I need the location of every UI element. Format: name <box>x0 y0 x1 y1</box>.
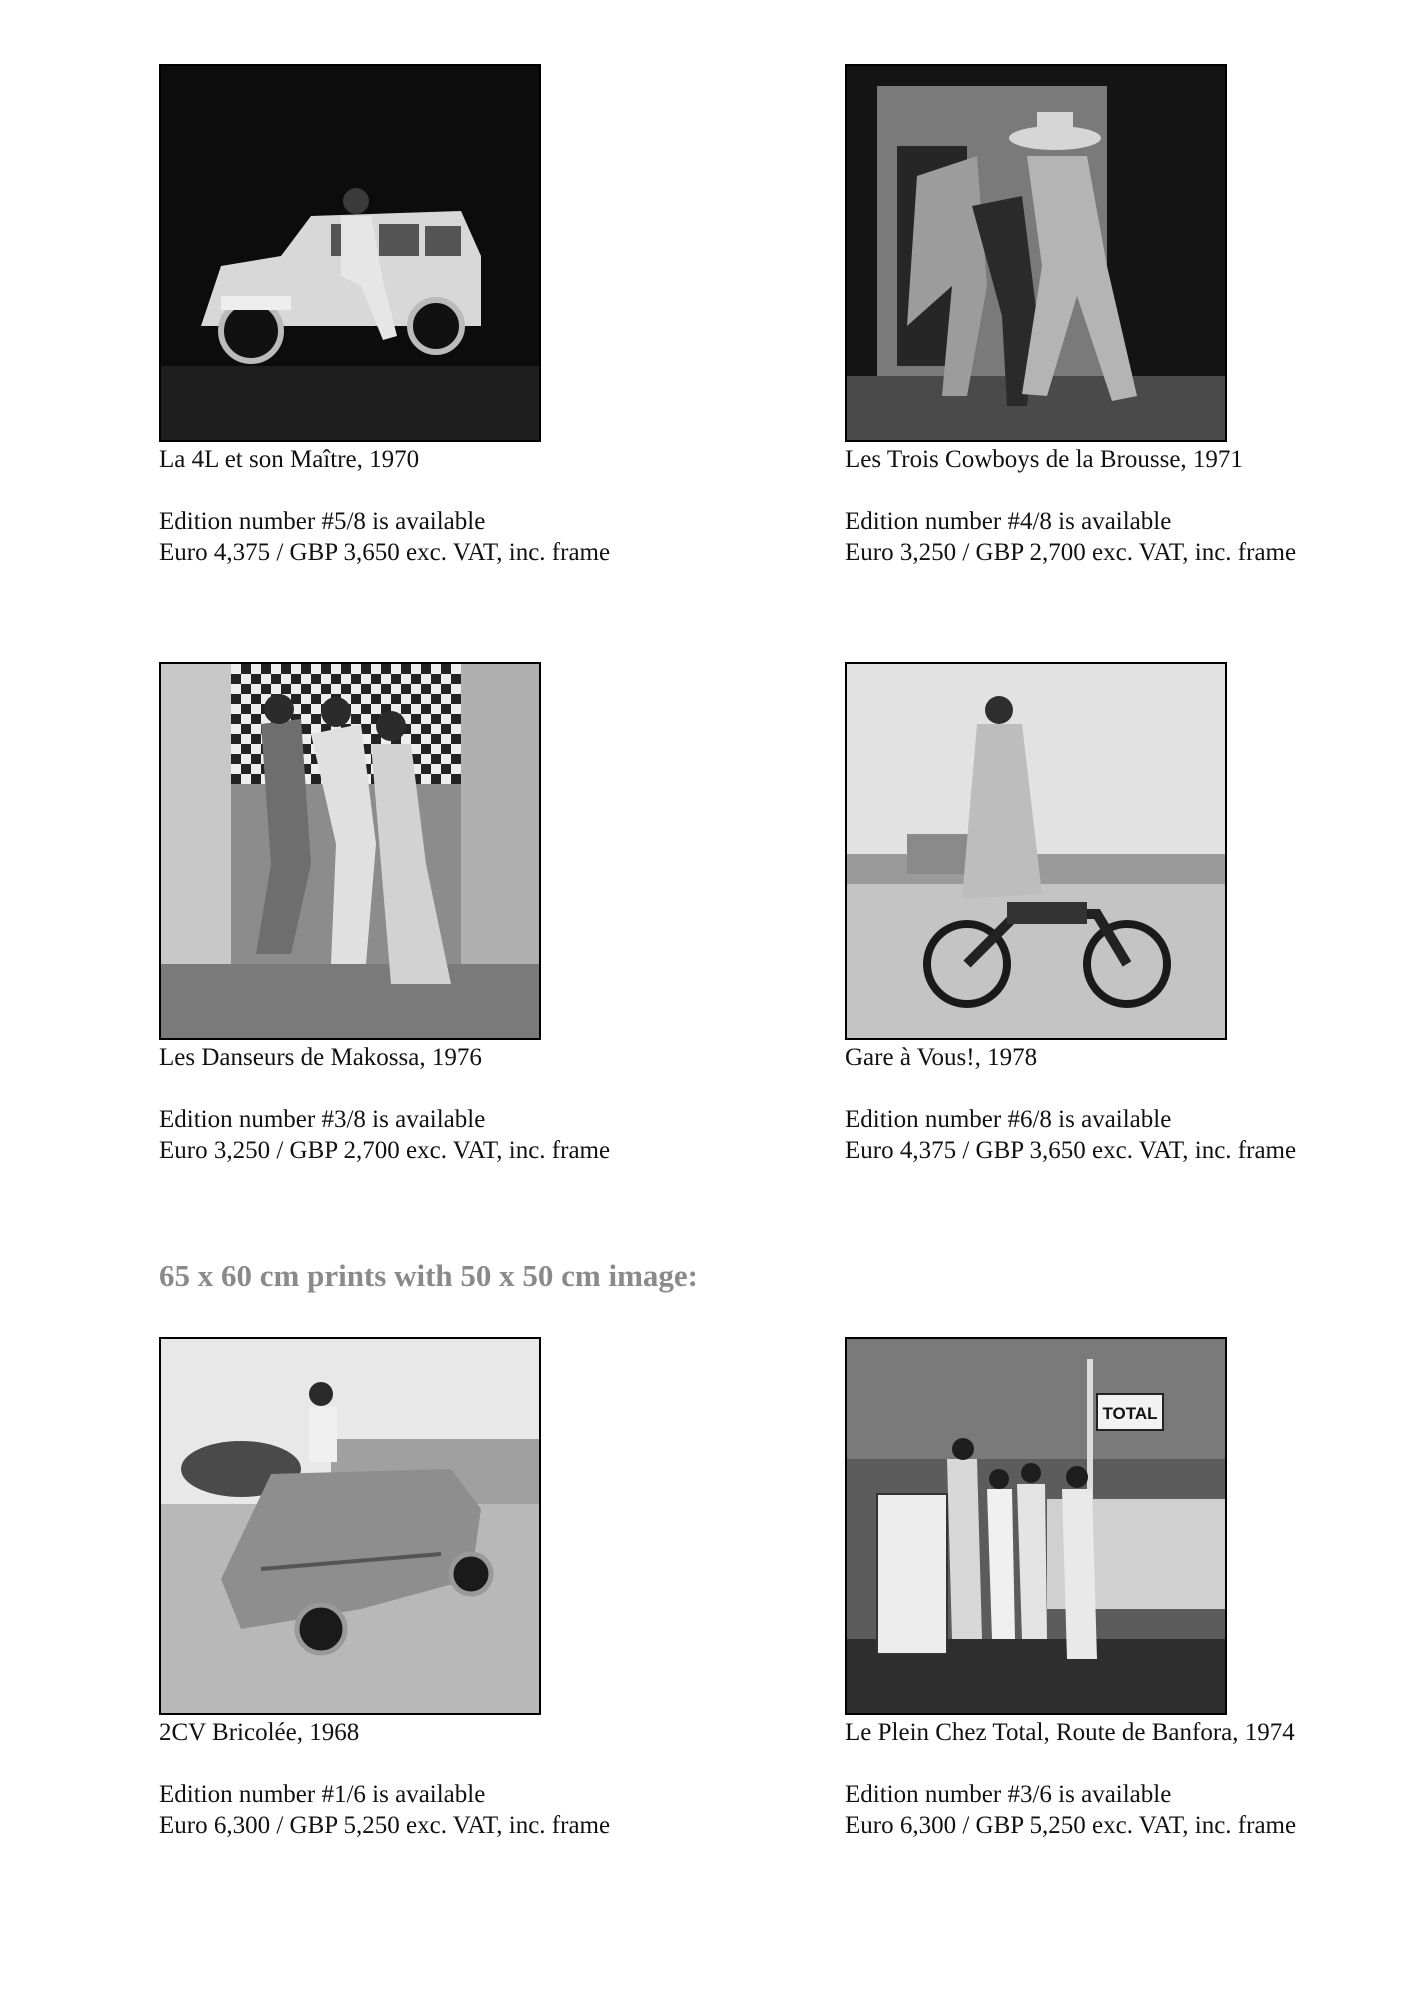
total-sign-text: TOTAL <box>1102 1404 1158 1423</box>
price: Euro 4,375 / GBP 3,650 exc. VAT, inc. frame <box>159 539 611 566</box>
photo-renault-4l <box>159 64 541 442</box>
artwork-item <box>159 662 719 1166</box>
price: Euro 3,250 / GBP 2,700 exc. VAT, inc. frame <box>159 1137 611 1164</box>
photo-total-station <box>845 1337 1227 1715</box>
photo-2cv <box>159 1337 541 1715</box>
artwork-item <box>845 64 1405 568</box>
artwork-title: Le Plein Chez Total, Route de Banfora, 1974 <box>845 1719 1295 1746</box>
section-heading: 65 x 60 cm prints with 50 x 50 cm image: <box>159 1258 698 1293</box>
artwork-title: Les Trois Cowboys de la Brousse, 1971 <box>845 446 1243 473</box>
edition-availability: Edition number #3/8 is available <box>159 1106 486 1133</box>
price: Euro 6,300 / GBP 5,250 exc. VAT, inc. frame <box>159 1812 611 1839</box>
edition-availability: Edition number #4/8 is available <box>845 508 1172 535</box>
price: Euro 6,300 / GBP 5,250 exc. VAT, inc. frame <box>845 1812 1297 1839</box>
edition-availability: Edition number #1/6 is available <box>159 1781 486 1808</box>
price: Euro 3,250 / GBP 2,700 exc. VAT, inc. frame <box>845 539 1297 566</box>
photo-three-cowboys <box>845 64 1227 442</box>
edition-availability: Edition number #6/8 is available <box>845 1106 1172 1133</box>
artwork-title: 2CV Bricolée, 1968 <box>159 1719 360 1746</box>
artwork-item <box>159 64 719 568</box>
artwork-item <box>845 1337 1405 1841</box>
artwork-title: Gare à Vous!, 1978 <box>845 1044 1038 1071</box>
photo-makossa-dancers <box>159 662 541 1040</box>
artwork-item <box>159 1337 719 1841</box>
artwork-title: La 4L et son Maître, 1970 <box>159 446 420 473</box>
edition-availability: Edition number #5/8 is available <box>159 508 486 535</box>
photo-man-on-motorcycle <box>845 662 1227 1040</box>
artwork-item <box>845 662 1405 1166</box>
artwork-title: Les Danseurs de Makossa, 1976 <box>159 1044 482 1071</box>
edition-availability: Edition number #3/6 is available <box>845 1781 1172 1808</box>
price: Euro 4,375 / GBP 3,650 exc. VAT, inc. frame <box>845 1137 1297 1164</box>
